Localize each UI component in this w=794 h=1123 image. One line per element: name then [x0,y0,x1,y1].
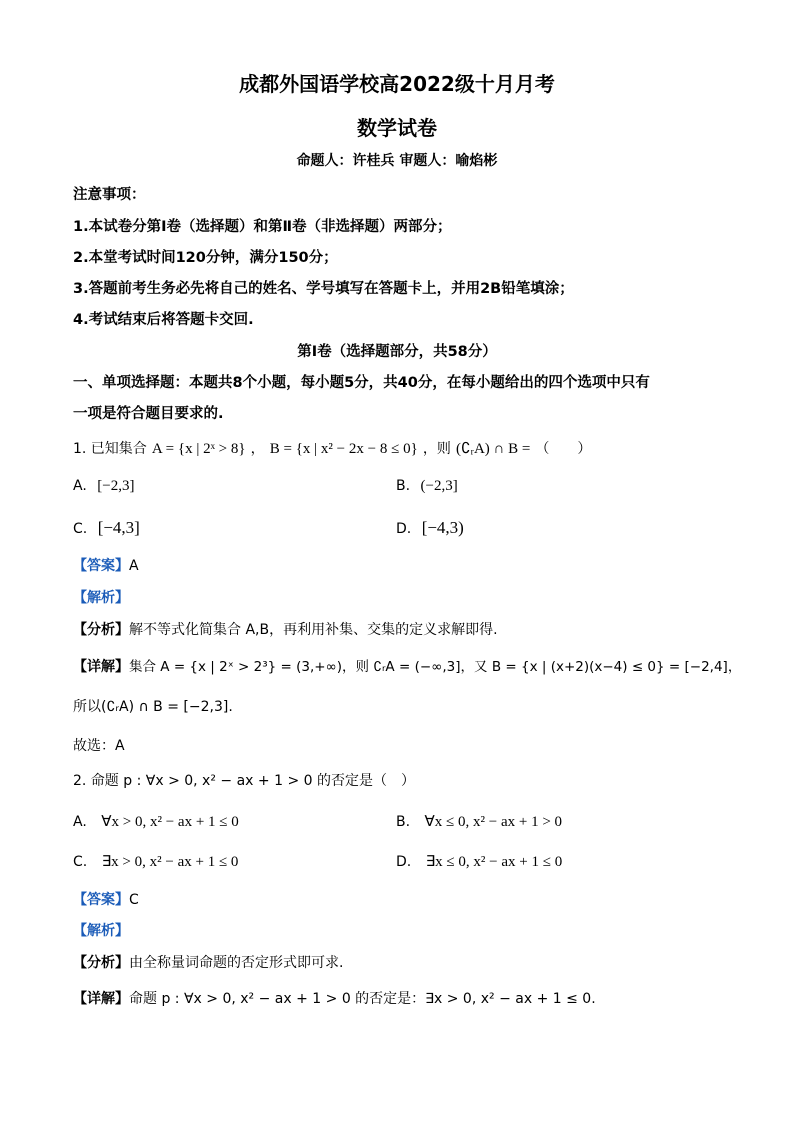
q2-detail [73,988,596,1008]
q2-option-a [73,812,239,831]
option-value: [−4,3] [97,518,140,537]
note-item: 2.本堂考试时间120分钟，满分150分； [73,250,338,266]
q1-set-a: A = {x | 2ˣ > 8} [151,441,246,457]
authors-line: 命题人：许桂兵 审题人：喻焰彬 [296,153,498,169]
part1-heading: 第Ⅰ卷（选择题部分，共58分） [297,344,497,360]
notes-heading: 注意事项： [73,187,146,203]
option-label: D. [396,521,412,537]
detail-line1: 集合 A = {x | 2ˣ > 2³} = (3,+∞)，则 ∁ᵣA = (−∞,3]，又 B = {x | (x+2)(x−4) ≤ 0} = [−2,4]， [129,659,742,675]
q1-option-d [396,518,464,538]
q2-option-d [396,852,562,871]
q2-stem: 2. 命题 p : ∀x > 0, x² − ax + 1 > 0 的否定是（ ） [73,773,415,789]
section-instructions-line1: 一、单项选择题：本题共8个小题，每小题5分，共40分，在每小题给出的四个选项中只有 [73,375,650,391]
q1-analysis-tag: 【解析】 [73,590,129,606]
detail-tag: 【详解】 [73,991,129,1007]
q1-option-b [396,478,458,495]
q1-fenxi [73,619,498,639]
option-value: ∃x > 0, x² − ax + 1 ≤ 0 [101,854,239,870]
q1-set-b: B = {x | x² − 2x − 8 ≤ 0} [269,441,418,457]
option-label: A. [73,814,87,830]
q1-answer-paren: （ ） [535,441,592,457]
q2-option-c [73,852,238,871]
option-value: (−2,3] [420,478,458,494]
q1-detail-line2: 所以(∁ᵣA) ∩ B = [−2,3]. [73,699,233,715]
option-label: B. [396,478,411,494]
detail-text: 命题 p : ∀x > 0, x² − ax + 1 > 0 的否定是：∃x > 0, x² − ax + 1 ≤ 0. [129,991,596,1007]
q1-conclusion: 故选：A [73,738,125,754]
q1-comma: ， [250,441,265,457]
detail-tag: 【详解】 [73,659,129,675]
option-label: B. [396,814,411,830]
q1-option-a [73,478,134,495]
q1-option-c [73,518,140,538]
option-value: ∃x ≤ 0, x² − ax + 1 ≤ 0 [425,854,563,870]
q1-expression: (∁ᵣA) ∩ B = [455,441,531,457]
option-value: [−2,3] [97,478,135,494]
fenxi-tag: 【分析】 [73,622,129,638]
school-title: 成都外国语学校高2022级十月月考 [239,72,555,96]
fenxi-tag: 【分析】 [73,955,129,971]
note-item: 3.答题前考生务必先将自己的姓名、学号填写在答题卡上，并用2B铅笔填涂； [73,281,574,297]
q1-stem-prefix: 1. 已知集合 [73,441,147,457]
q1-detail [73,655,741,676]
option-label: D. [396,854,412,870]
subject-title: 数学试卷 [357,116,437,140]
q2-answer [73,889,139,909]
option-label: C. [73,521,88,537]
q1-answer [73,555,139,575]
q2-option-b [396,812,562,831]
option-value: ∀x > 0, x² − ax + 1 ≤ 0 [101,814,239,830]
option-value: [−4,3) [421,518,464,537]
option-label: C. [73,854,88,870]
note-item: 4.考试结束后将答题卡交回. [73,312,254,328]
answer-tag: 【答案】 [73,892,129,908]
q1-then: ，则 [422,441,451,457]
q2-analysis-tag: 【解析】 [73,923,129,939]
note-item: 1.本试卷分第Ⅰ卷（选择题）和第Ⅱ卷（非选择题）两部分； [73,219,452,235]
option-label: A. [73,478,87,494]
answer-value: C [129,892,139,908]
fenxi-text: 解不等式化简集合 A,B，再利用补集、交集的定义求解即得. [129,622,498,638]
section-instructions-line2: 一项是符合题目要求的. [73,406,224,422]
option-value: ∀x ≤ 0, x² − ax + 1 > 0 [424,814,563,830]
answer-value: A [129,558,139,574]
answer-tag: 【答案】 [73,558,129,574]
q2-fenxi [73,952,343,972]
fenxi-text: 由全称量词命题的否定形式即可求. [129,955,344,971]
q1-stem [73,438,591,458]
